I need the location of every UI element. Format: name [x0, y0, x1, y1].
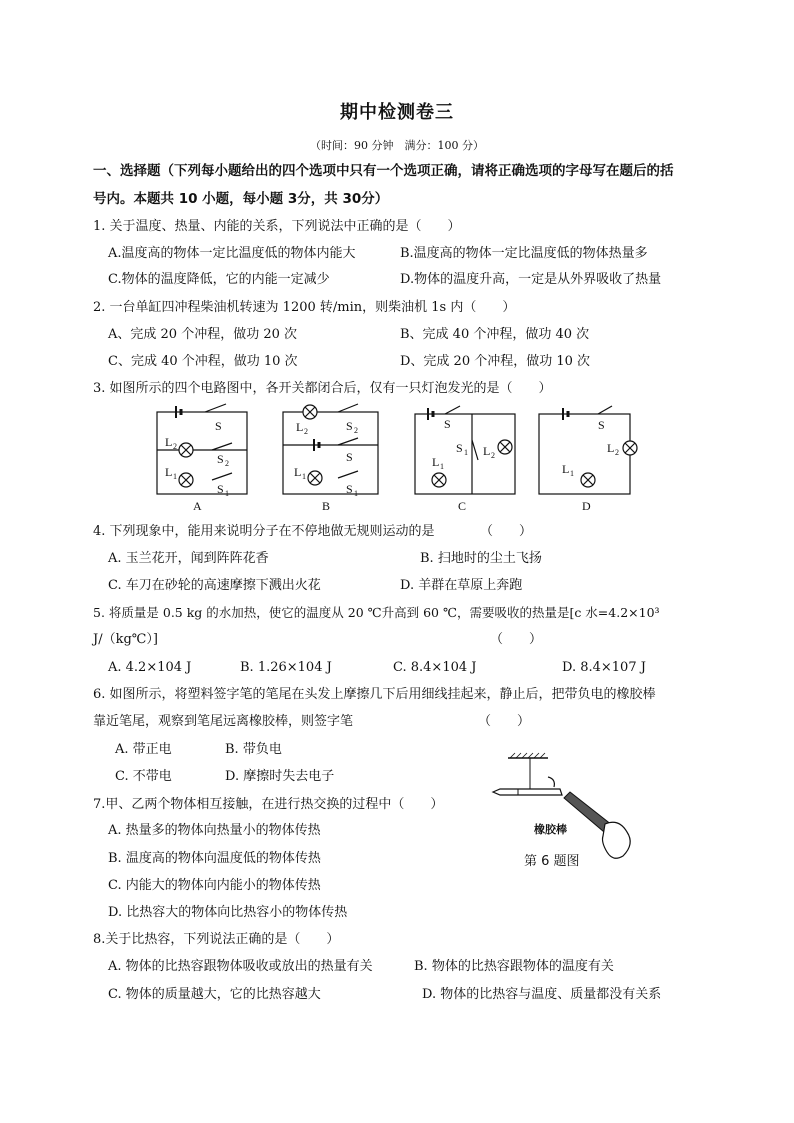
svg-text:2: 2: [615, 448, 619, 457]
q5-stem-units: J/（kg℃）]: [93, 632, 158, 647]
q1-option-a: A.温度高的物体一定比温度低的物体内能大: [108, 246, 356, 261]
circuit-d: [539, 406, 637, 494]
svg-text:S: S: [346, 419, 353, 433]
svg-text:1: 1: [570, 469, 574, 478]
q7-option-a: A. 热量多的物体向热量小的物体传热: [108, 823, 321, 838]
svg-text:S: S: [444, 417, 451, 431]
svg-text:1: 1: [464, 448, 468, 457]
q6-option-d: D. 摩擦时失去电子: [225, 769, 335, 784]
section-heading-line1: 一、选择题（下列每小题给出的四个选项中只有一个选项正确，请将正确选项的字母写在题后的括: [93, 163, 674, 179]
q8-option-a: A. 物体的比热容跟物体吸收或放出的热量有关: [108, 959, 373, 974]
svg-text:S: S: [598, 418, 605, 432]
circuit-a-caption: A: [193, 499, 202, 513]
svg-text:S: S: [217, 452, 224, 466]
svg-text:S: S: [346, 450, 353, 464]
q6-option-b: B. 带负电: [225, 742, 282, 757]
circuit-a-s-label: S: [215, 419, 222, 433]
q4-stem: 4. 下列现象中，能用来说明分子在不停地做无规则运动的是 （ ）: [93, 524, 533, 539]
svg-text:L: L: [296, 420, 304, 434]
q6-answer-paren: （ ）: [478, 714, 531, 729]
q7-option-c: C. 内能大的物体向内能小的物体传热: [108, 878, 321, 893]
q6-stem: 6. 如图所示，将塑料签字笔的笔尾在头发上摩擦几下后用细线挂起来，静止后，把带负电的橡胶棒: [93, 687, 656, 702]
svg-text:1: 1: [173, 472, 177, 481]
page-title: 期中检测卷三: [340, 102, 454, 123]
q4-option-c: C. 车刀在砂轮的高速摩擦下溅出火花: [108, 578, 321, 593]
circuit-c-caption: C: [458, 499, 467, 513]
q6-figure-caption: 第 6 题图: [524, 854, 580, 869]
svg-text:1: 1: [302, 472, 306, 481]
svg-text:S: S: [217, 482, 224, 496]
q8-option-c: C. 物体的质量越大，它的比热容越大: [108, 987, 321, 1002]
circuit-b-caption: B: [322, 499, 331, 513]
q5-option-b: B. 1.26×104 J: [240, 660, 332, 675]
q4-option-a: A. 玉兰花开，闻到阵阵花香: [108, 551, 269, 566]
svg-text:1: 1: [440, 462, 444, 471]
q8-stem: 8.关于比热容，下列说法正确的是（ ）: [93, 932, 340, 947]
q1-stem: 1. 关于温度、热量、内能的关系，下列说法中正确的是（ ）: [93, 219, 461, 234]
svg-text:L: L: [562, 462, 570, 476]
q3-circuit-diagrams: [0, 400, 794, 520]
q6-option-a: A. 带正电: [115, 742, 172, 757]
circuit-a-l2-label: L: [165, 435, 173, 449]
q3-stem: 3. 如图所示的四个电路图中，各开关都闭合后，仅有一只灯泡发光的是（ ）: [93, 381, 552, 396]
svg-text:L: L: [607, 441, 615, 455]
q2-option-d: D、完成 20 个冲程，做功 10 次: [400, 354, 591, 369]
q8-option-d: D. 物体的比热容与温度、质量都没有关系: [422, 987, 662, 1002]
q2-option-c: C、完成 40 个冲程，做功 10 次: [108, 354, 298, 369]
svg-text:L: L: [294, 465, 302, 479]
q6-stem-2: 靠近笔尾，观察到笔尾远离橡胶棒，则签字笔: [93, 714, 354, 729]
q7-option-b: B. 温度高的物体向温度低的物体传热: [108, 851, 321, 866]
svg-text:2: 2: [304, 427, 308, 436]
circuit-a: [157, 404, 247, 494]
q8-option-b: B. 物体的比热容跟物体的温度有关: [414, 959, 614, 974]
q4-option-d: D. 羊群在草原上奔跑: [400, 578, 523, 593]
exam-subtitle: （时间：90 分钟 满分：100 分）: [310, 139, 484, 152]
q2-stem: 2. 一台单缸四冲程柴油机转速为 1200 转/min，则柴油机 1s 内（ ）: [93, 300, 516, 315]
q5-stem: 5. 将质量是 0.5 kg 的水加热，使它的温度从 20 ℃升高到 60 ℃，需要吸收的热量是[c 水=4.2×10³: [93, 605, 660, 620]
hand-icon: [603, 822, 631, 858]
q5-option-c: C. 8.4×104 J: [393, 660, 477, 675]
svg-text:L: L: [432, 455, 440, 469]
pen-icon: [493, 789, 562, 795]
q2-option-a: A、完成 20 个冲程，做功 20 次: [108, 327, 298, 342]
q6-option-c: C. 不带电: [115, 769, 172, 784]
q5-option-d: D. 8.4×107 J: [562, 660, 646, 675]
svg-text:2: 2: [173, 442, 177, 451]
rubber-rod-label: 橡胶棒: [534, 823, 567, 836]
q7-stem: 7.甲、乙两个物体相互接触，在进行热交换的过程中（ ）: [93, 797, 444, 812]
q1-option-c: C.物体的温度降低，它的内能一定减少: [108, 272, 330, 287]
circuit-d-caption: D: [582, 499, 591, 513]
svg-text:S: S: [346, 482, 353, 496]
q2-option-b: B、完成 40 个冲程，做功 40 次: [400, 327, 590, 342]
svg-text:2: 2: [354, 426, 358, 435]
q5-option-a: A. 4.2×104 J: [108, 660, 192, 675]
q7-option-d: D. 比热容大的物体向比热容小的物体传热: [108, 905, 348, 920]
q1-option-d: D.物体的温度升高，一定是从外界吸收了热量: [400, 272, 662, 287]
svg-text:L: L: [483, 444, 491, 458]
q1-option-b: B.温度高的物体一定比温度低的物体热量多: [400, 246, 648, 261]
svg-text:2: 2: [225, 459, 229, 468]
svg-text:1: 1: [354, 489, 358, 498]
svg-text:1: 1: [225, 489, 229, 498]
q5-answer-paren: （ ）: [490, 632, 543, 647]
circuit-a-l1-label: L: [165, 465, 173, 479]
svg-text:2: 2: [491, 451, 495, 460]
section-heading-line2: 号内。本题共 10 小题，每小题 3分，共 30分）: [93, 191, 389, 207]
circuit-b: [283, 404, 378, 494]
svg-text:S: S: [456, 441, 463, 455]
q4-option-b: B. 扫地时的尘土飞扬: [420, 551, 542, 566]
